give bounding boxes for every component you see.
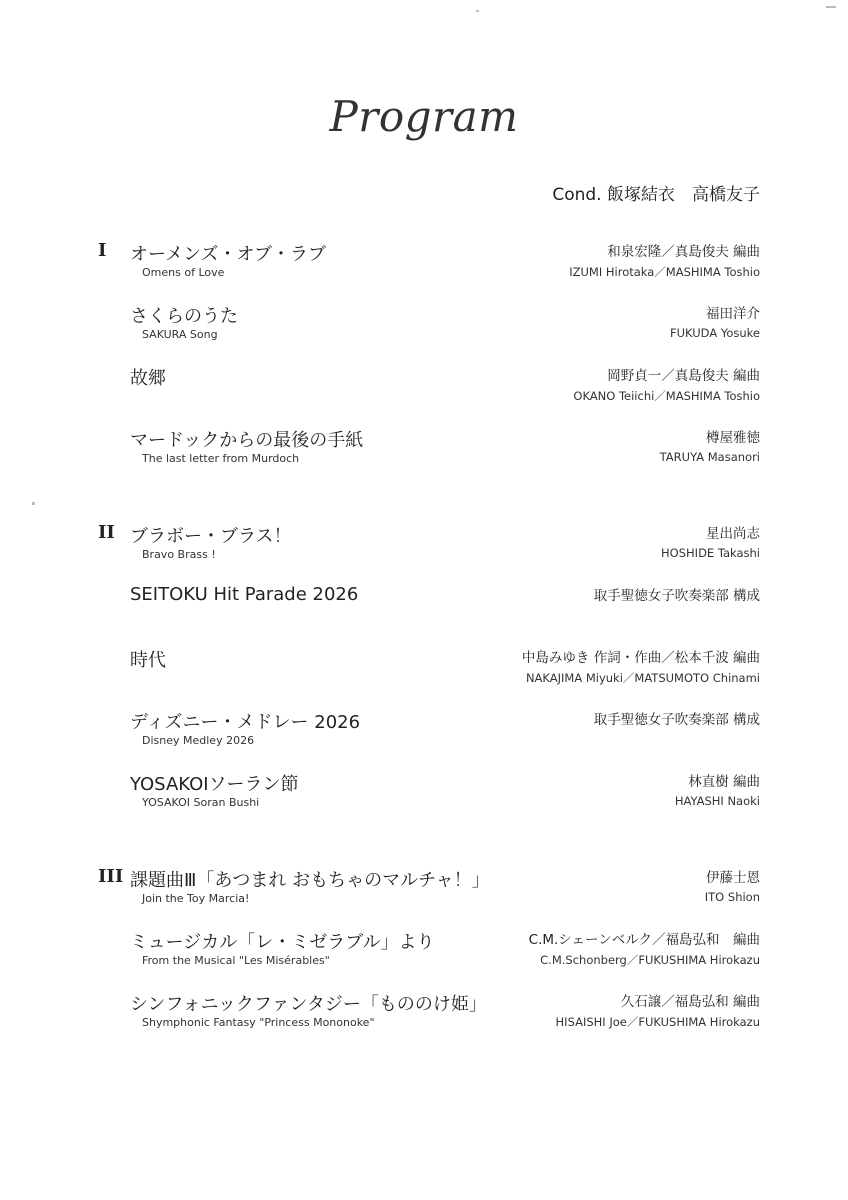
piece-credit-en: NAKAJIMA Miyuki／MATSUMOTO Chinami [525,671,760,685]
piece-credit-jp: 中島みゆき 作詞・作曲／松本千波 編曲 [521,650,760,666]
piece-credit-jp: 林直樹 編曲 [688,774,760,790]
program-item [0,364,848,414]
program-item [0,426,848,476]
piece-title-en: SAKURA Song [142,328,218,341]
piece-credit-jp: 取手聖徳女子吹奏楽部 構成 [593,712,760,728]
piece-credit-en: ITO Shion [704,890,760,904]
program-item [0,770,848,820]
program-item [0,928,848,978]
section-numeral: I [98,240,107,261]
program-item [0,584,848,634]
piece-title-jp: 時代 [130,650,166,671]
piece-credit-en: IZUMI Hirotaka／MASHIMA Toshio [569,265,760,279]
piece-title-jp: シンフォニックファンタジー「もののけ姫」 [130,994,487,1015]
piece-title-en: From the Musical "Les Misérables" [142,954,330,967]
piece-title-jp: ディズニー・メドレー 2026 [130,712,361,733]
page-title: Program [329,92,519,141]
piece-title-jp: ブラボー・ブラス！ [130,526,292,547]
piece-credit-jp: 取手聖徳女子吹奏楽部 構成 [593,588,760,604]
piece-title-jp: YOSAKOIソーラン節 [130,774,299,795]
section-numeral: II [98,522,115,543]
piece-title-en: Join the Toy Marcia! [142,892,250,905]
piece-credit-en: OKANO Teiichi／MASHIMA Toshio [573,389,760,403]
scan-speck [826,6,836,8]
piece-title-en: YOSAKOI Soran Bushi [142,796,260,809]
piece-credit-jp: 岡野貞一／真島俊夫 編曲 [607,368,760,384]
scan-speck [476,10,479,12]
piece-credit-jp: 和泉宏隆／真島俊夫 編曲 [607,244,760,260]
piece-title-en: Omens of Love [142,266,225,279]
piece-credit-jp: 伊藤士恩 [706,870,760,886]
piece-credit-en: HAYASHI Naoki [674,794,760,808]
piece-title-jp: SEITOKU Hit Parade 2026 [130,584,359,605]
piece-credit-en: TARUYA Masanori [659,450,760,464]
piece-credit-jp: 久石譲／福島弘和 編曲 [620,994,760,1010]
piece-title-jp: さくらのうた [130,306,238,327]
program-item [0,522,848,572]
piece-title-jp: ミュージカル「レ・ミゼラブル」より [130,932,435,953]
program-item [0,866,848,916]
piece-credit-en: HOSHIDE Takashi [661,546,760,560]
program-item [0,302,848,352]
piece-title-en: The last letter from Murdoch [142,452,300,465]
conductor-line: Cond. 飯塚結衣 高橋友子 [552,185,760,205]
program-item [0,240,848,290]
piece-credit-jp: C.M.シェーンベルク／福島弘和 編曲 [528,932,760,948]
program-item [0,708,848,758]
piece-title-jp: 課題曲Ⅲ「あつまれ おもちゃのマルチャ！」 [130,870,490,891]
piece-credit-en: C.M.Schonberg／FUKUSHIMA Hirokazu [540,953,760,967]
piece-credit-jp: 星出尚志 [706,526,760,542]
piece-credit-en: FUKUDA Yosuke [670,326,760,340]
piece-title-jp: マードックからの最後の手紙 [130,430,364,451]
piece-title-jp: オーメンズ・オブ・ラブ [130,244,327,265]
piece-title-en: Shymphonic Fantasy "Princess Mononoke" [142,1016,375,1029]
section-numeral: III [98,866,124,887]
program-item [0,990,848,1040]
piece-title-en: Bravo Brass ! [142,548,216,561]
scan-speck [32,502,35,505]
piece-credit-en: HISAISHI Joe／FUKUSHIMA Hirokazu [555,1015,760,1029]
program-item [0,646,848,696]
piece-title-en: Disney Medley 2026 [142,734,255,747]
piece-credit-jp: 樽屋雅徳 [706,430,760,446]
piece-title-jp: 故郷 [130,368,166,389]
piece-credit-jp: 福田洋介 [706,306,760,322]
